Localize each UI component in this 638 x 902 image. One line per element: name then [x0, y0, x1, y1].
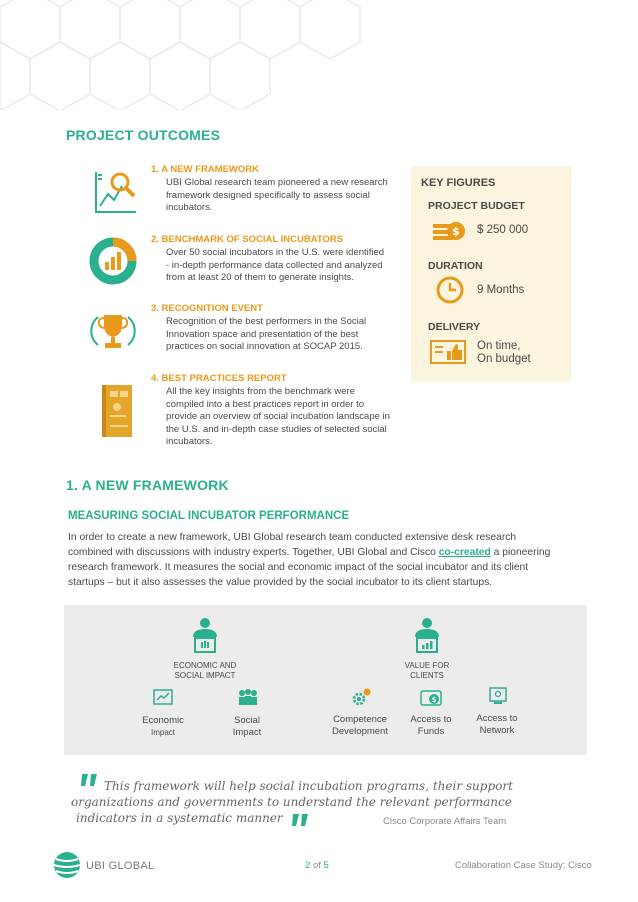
project-outcomes-heading: PROJECT OUTCOMES: [66, 127, 221, 143]
label-line: Competence: [333, 714, 387, 725]
economic-impact-label: [128, 715, 198, 739]
outcome-item: [151, 303, 401, 354]
network-icon: [489, 687, 507, 705]
label-line: Impact: [232, 727, 262, 738]
label-line: Impact: [150, 728, 175, 737]
trophy-icon: [88, 305, 138, 355]
label-line: Economic: [142, 715, 184, 726]
svg-text:$: $: [431, 696, 437, 704]
svg-text:$: $: [452, 225, 460, 238]
delivery-value-line: On time,: [477, 340, 521, 352]
delivery-label: DELIVERY: [428, 321, 481, 333]
footer-case-study: Collaboration Case Study: Cisco: [455, 860, 592, 871]
paragraph-text: combined with discussions with industry experts. Together, UBI Global and Cisco: [68, 547, 439, 558]
key-figures-heading: KEY FIGURES: [421, 177, 496, 189]
access-to-network-label: [462, 713, 532, 737]
delivery-value: [477, 340, 531, 366]
outcome-text-line: UBI Global research team pioneered a new research: [166, 177, 388, 188]
ubi-global-logo-icon: [52, 850, 82, 880]
label-line: Funds: [417, 726, 445, 737]
outcome-title: 3. RECOGNITION EVENT: [151, 303, 263, 314]
outcome-title: 1. A NEW FRAMEWORK: [151, 164, 260, 175]
outcome-text-line: Recognition of the best performers in the Social: [166, 316, 367, 327]
label-line: Access to: [476, 713, 518, 724]
budget-value: $ 250 000: [477, 224, 529, 236]
label-line: SOCIAL IMPACT: [174, 671, 236, 680]
quote-line: organizations and governments to understand the relevant performance: [71, 795, 512, 809]
label-line: Social: [234, 715, 260, 726]
measuring-subheading: MEASURING SOCIAL INCUBATOR PERFORMANCE: [68, 510, 350, 522]
outcome-text-line: from at least 20 of them to generate insights.: [166, 272, 354, 283]
label-line: ECONOMIC AND: [173, 661, 237, 670]
outcome-text-line: All the key insights from the benchmark were: [166, 386, 356, 397]
outcome-text-line: provide an overview of social incubation landscape in: [166, 411, 390, 422]
outcome-title: 2. BENCHMARK OF SOCIAL INCUBATORS: [151, 234, 344, 245]
label-line: VALUE FOR: [404, 661, 450, 670]
outcome-item: [151, 373, 406, 449]
budget-label: PROJECT BUDGET: [428, 200, 525, 212]
page-current: 2: [305, 860, 311, 871]
paragraph-line: research framework. It measures the social and economic impact of the social incubator and its client: [68, 562, 529, 573]
report-book-icon: [100, 383, 134, 439]
outcome-text-line: Innovation space and presentation of the best: [166, 328, 359, 340]
clock-icon: [435, 275, 465, 305]
competence-development-label: [320, 714, 400, 738]
label-line: Network: [479, 725, 515, 736]
chart-magnifier-icon: [90, 168, 140, 218]
key-figures-panel: [411, 166, 571, 382]
money-icon: [431, 218, 467, 244]
page-number: [305, 860, 329, 871]
donut-chart-icon: [88, 236, 138, 286]
outcome-text-line: compiled into a best practices report in order to: [166, 398, 365, 410]
footer-brand: UBI GLOBAL: [86, 860, 155, 872]
outcome-item: [151, 234, 401, 285]
label-line: Access to: [410, 714, 452, 725]
quote-line: This framework will help social incubation programs, their support: [104, 779, 513, 793]
outcome-text-line: - in-depth performance data collected and analyzed: [166, 259, 383, 271]
paragraph-line: startups – but it also assesses the value provided by the social incubator to its client startups.: [68, 577, 493, 588]
outcome-text-line: incubators.: [166, 202, 213, 213]
line-chart-icon: [153, 689, 173, 705]
label-line: CLIENTS: [410, 671, 444, 680]
outcome-text-line: the U.S. and in-depth case studies of selected social: [166, 423, 387, 435]
economic-social-impact-label: [160, 661, 250, 681]
page-total: 5: [323, 860, 329, 871]
paragraph-line: [68, 545, 588, 560]
open-quote-icon: [80, 772, 100, 788]
duration-label: DURATION: [428, 260, 483, 272]
quote-line: indicators in a systematic manner: [76, 811, 283, 825]
duration-value: 9 Months: [477, 284, 525, 296]
framework-heading: 1. A NEW FRAMEWORK: [66, 477, 229, 493]
access-to-funds-label: [396, 714, 466, 738]
social-impact-label: [212, 715, 282, 739]
person-impact-icon: [190, 617, 220, 655]
label-line: Development: [332, 726, 388, 737]
paragraph-text: a pioneering: [490, 547, 551, 558]
value-for-clients-label: [382, 661, 472, 681]
hexagon-background: [0, 0, 638, 110]
outcome-text-line: practices on social innovation at SOCAP 2015.: [166, 341, 363, 352]
outcome-title: 4. BEST PRACTICES REPORT: [151, 373, 287, 384]
outcome-item: [151, 164, 401, 215]
close-quote-icon: [290, 812, 310, 828]
delivery-value-line: On budget: [477, 353, 531, 365]
co-created-highlight: co-created: [438, 547, 491, 558]
person-value-icon: [412, 617, 442, 655]
thumbs-up-icon: [429, 338, 469, 366]
quote-attribution: Cisco Corporate Affairs Team: [383, 816, 507, 827]
paragraph-line: In order to create a new framework, UBI Global research team conducted extensive desk research: [68, 532, 517, 543]
framework-diagram: [64, 605, 587, 755]
page-of: of: [312, 860, 321, 871]
gears-icon: [351, 687, 373, 707]
outcome-text-line: framework designed specifically to assess social: [166, 189, 370, 201]
outcome-text-line: incubators.: [166, 436, 213, 447]
framework-paragraph: [68, 530, 588, 590]
outcome-text-line: Over 50 social incubators in the U.S. were identified: [166, 247, 385, 258]
people-group-icon: [237, 688, 259, 706]
cash-icon: [420, 689, 442, 707]
